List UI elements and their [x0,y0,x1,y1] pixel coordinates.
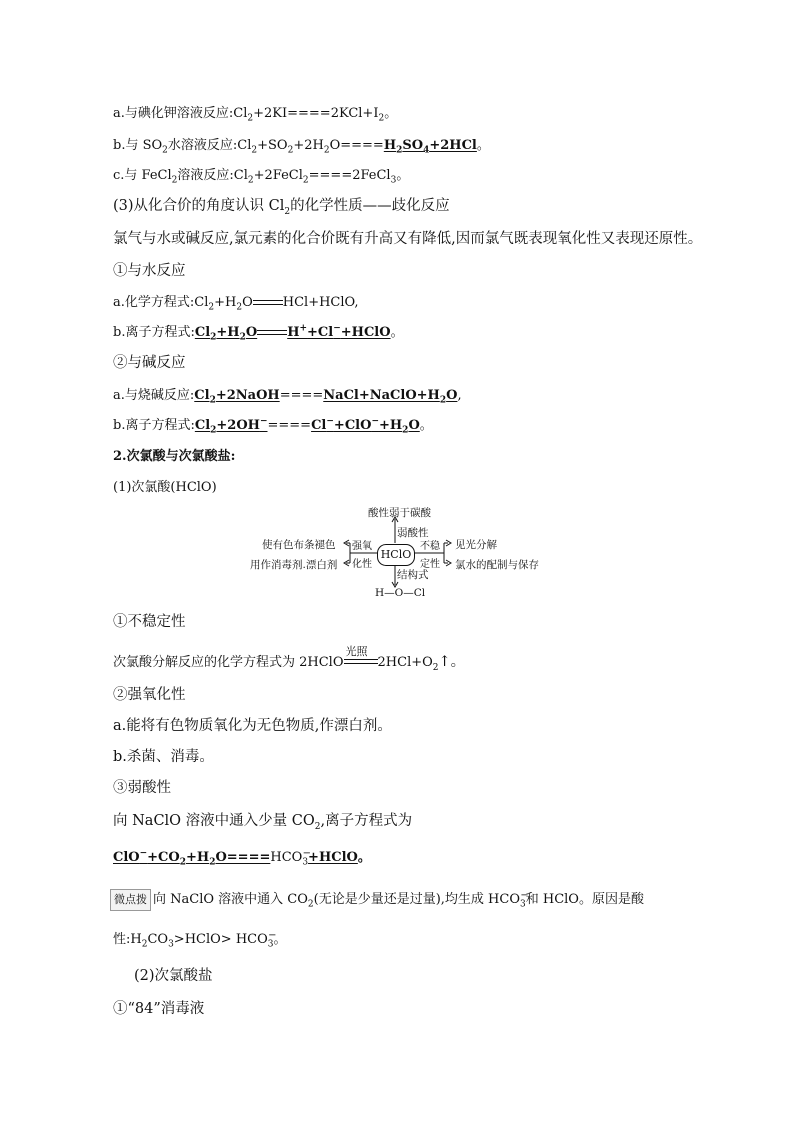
text: +H [216,325,240,340]
sub: 2 [239,332,246,343]
subheading-84-disinfectant: ①“84”消毒液 [113,1001,205,1017]
text: +HClO [340,325,391,340]
reaction-so2 [113,136,490,156]
text: +H [186,850,210,865]
tip-acidity [113,930,287,950]
text: ,离子方程式为 [320,813,413,829]
text: ==== [279,388,324,403]
answer-co2-left [113,848,271,868]
sup: − [139,848,148,859]
sub: 3 [390,175,397,186]
sub: 2 [287,145,294,156]
text: b.离子方程式: [113,325,195,340]
sub: 2 [210,332,217,343]
sub: 2 [251,145,258,156]
sub: 2 [210,425,217,436]
text: ====2FeCl [308,168,391,183]
answer-co2-right [308,850,358,865]
equation-naoh [113,386,462,406]
answer-products [383,138,477,156]
diagram-left-item-1: 使有色布条褪色 [262,539,336,551]
text: 。 [396,168,410,183]
hco3-ion [270,848,312,868]
diagram-top-label: 酸性弱于碳酸 [368,507,431,519]
condition-light: 光照 [345,645,368,658]
hco3-ion [519,890,529,910]
text: +ClO [333,418,372,433]
condition-arrow [344,645,378,668]
sub: 2 [179,857,186,868]
text: O [446,388,458,403]
paragraph-chlorine: 氯气与水或碱反应,氯元素的化合价既有升高又有降低,因而氯气既表现氧化性又表现还原性。 [113,231,703,247]
sub: 2 [209,395,216,406]
text: 。 [384,106,398,121]
sub: 2 [302,175,309,186]
text: O==== [215,850,271,865]
sub: 2 [284,206,291,217]
text: 。 [273,932,287,947]
text: H [383,138,397,153]
diagram-left-arrow-top: 强氧 [352,541,372,552]
text: 。 [476,138,490,153]
hco3-ion [267,930,277,950]
sub: 2 [247,113,254,124]
answer-ionic-base-left [194,416,268,436]
sub: 2 [307,899,314,910]
ionic-equation-water [113,323,404,343]
subheading-hclo: (1)次氯酸(HClO) [113,480,217,495]
sub: 2 [432,662,439,673]
diagram-structure-formula: H—O—Cl [375,587,426,599]
answer-naoh-left [194,388,280,406]
text: 向 NaClO 溶液中通入少量 CO [113,813,315,829]
text: +2KI====2KCl+I [253,106,379,121]
sub: 2 [378,113,385,124]
sub: 3 [519,899,526,910]
text: +2H [293,138,324,153]
sub: 2 [236,302,243,313]
sup: − [371,416,379,427]
text: HCl+HClO, [282,295,359,310]
reaction-ki [113,104,397,124]
sub: 3 [168,939,174,950]
text: +SO [257,138,288,153]
text: CO [147,932,169,947]
text: +H [214,295,237,310]
subheading-base: ②与碱反应 [113,355,186,371]
text: b.与 SO [113,138,163,153]
sub: 2 [439,395,447,406]
answer-ionic-water [194,323,391,343]
text: 性:H [113,932,142,947]
sub: 2 [141,939,148,950]
sub: 2 [247,175,254,186]
text: +2HCl [429,138,477,153]
subheading-hypochlorite: (2)次氯酸盐 [134,968,213,984]
charge-mark: − [268,930,277,941]
text: 。 [419,418,433,433]
text: Cl [311,418,327,433]
sub: 2 [314,821,321,832]
text: Cl [194,325,211,340]
text: 向 NaClO 溶液中通入 CO [153,892,308,907]
text: +CO [147,850,180,865]
answer-ionic-base-right [311,416,420,436]
sub: 2 [171,175,178,186]
ionic-equation-co2 [113,848,371,868]
text: +2OH [216,418,260,433]
sub: 2 [323,145,330,156]
text: a.与烧碱反应: [113,388,195,403]
sub: 2 [209,857,216,868]
text: +H [378,418,403,433]
tip-tag: 微点拨 [110,889,151,911]
text: , [457,388,462,403]
text: NaCl+NaClO+H [323,388,440,403]
text: a.化学方程式:Cl [113,295,209,310]
text: (无论是少量还是过量),均生成 HCO [313,892,520,907]
text: Cl [194,418,211,433]
sup: − [259,416,268,427]
text: H [287,325,300,340]
ionic-equation-base [113,416,433,436]
charge-mark: − [520,890,529,901]
sub: 2 [396,145,403,156]
text: 。 [390,325,404,340]
text: HCO [270,850,303,865]
sup: − [326,416,334,427]
text: Cl [194,388,210,403]
decomposition-equation [113,645,466,673]
sup: − [333,323,341,334]
text: 次氯酸分解反应的化学方程式为 2HClO [113,655,344,670]
text: ClO [113,850,140,865]
sub: 2 [162,145,168,156]
subheading-oxidizing: ②强氧化性 [113,687,186,703]
text: c.与 FeCl [113,168,172,183]
text: 溶液反应:Cl [177,168,248,183]
text: +HClO [308,850,358,865]
subheading-water: ①与水反应 [113,263,186,279]
diagram-right-item-1: 见光分解 [455,539,497,551]
answer-naoh-right [323,388,458,406]
sub: 3 [267,939,274,950]
text: 和 HClO。原因是酸 [525,892,644,907]
diagram-left-item-2: 用作消毒剂.漂白剂 [250,559,338,571]
hclo-property-diagram [250,505,550,605]
subheading-weak-acid: ③弱酸性 [113,780,171,796]
text: 的化学性质——歧化反应 [290,198,450,214]
text: +Cl [307,325,334,340]
sub: 3 [302,857,309,868]
subheading-instability: ①不稳定性 [113,614,186,630]
text: +2FeCl [253,168,303,183]
reversible-arrow [257,328,287,338]
text: O [408,418,420,433]
reversible-arrow [253,298,283,308]
item-disinfect: b.杀菌、消毒。 [113,749,214,765]
reaction-fecl2 [113,166,409,186]
text: 水溶液反应:Cl [167,138,252,153]
sup: + [299,323,308,334]
text: 2HCl+O [377,655,433,670]
diagram-weak-acid-label: 弱酸性 [397,527,429,539]
sub: 2 [208,302,215,313]
diagram-right-item-2: 氯水的配制与保存 [455,559,539,571]
diagram-center-hclo: HClO [377,544,415,566]
section-heading-hclo: 2.次氯酸与次氯酸盐: [113,449,236,464]
tip-paragraph [110,889,644,911]
text: (3)从化合价的角度认识 Cl [113,198,285,214]
item-bleach: a.能将有色物质氧化为无色物质,作漂白剂。 [113,718,392,734]
sub: 4 [423,145,430,156]
text: 。 [357,850,371,865]
diagram-left-arrow-bottom: 化性 [352,559,372,570]
text: ↑。 [438,654,466,670]
text: ==== [267,418,312,433]
diagram-right-arrow-bottom: 定性 [420,559,440,570]
diagram-structure-label: 结构式 [397,569,429,581]
text: >HClO> HCO [173,932,268,947]
text: SO [402,138,424,153]
diagram-right-arrow-top: 不稳 [420,541,440,552]
text: O [242,295,253,310]
text: O [245,325,258,340]
text: b.离子方程式: [113,418,195,433]
equation-water [113,293,359,313]
text: O==== [329,138,384,153]
charge-mark: − [302,848,312,859]
text: +2NaOH [215,388,280,403]
text: a.与碘化钾溶液反应:Cl [113,106,248,121]
sub: 2 [402,425,409,436]
section-heading-disproportionation [113,196,450,216]
weak-acid-intro [113,811,412,831]
